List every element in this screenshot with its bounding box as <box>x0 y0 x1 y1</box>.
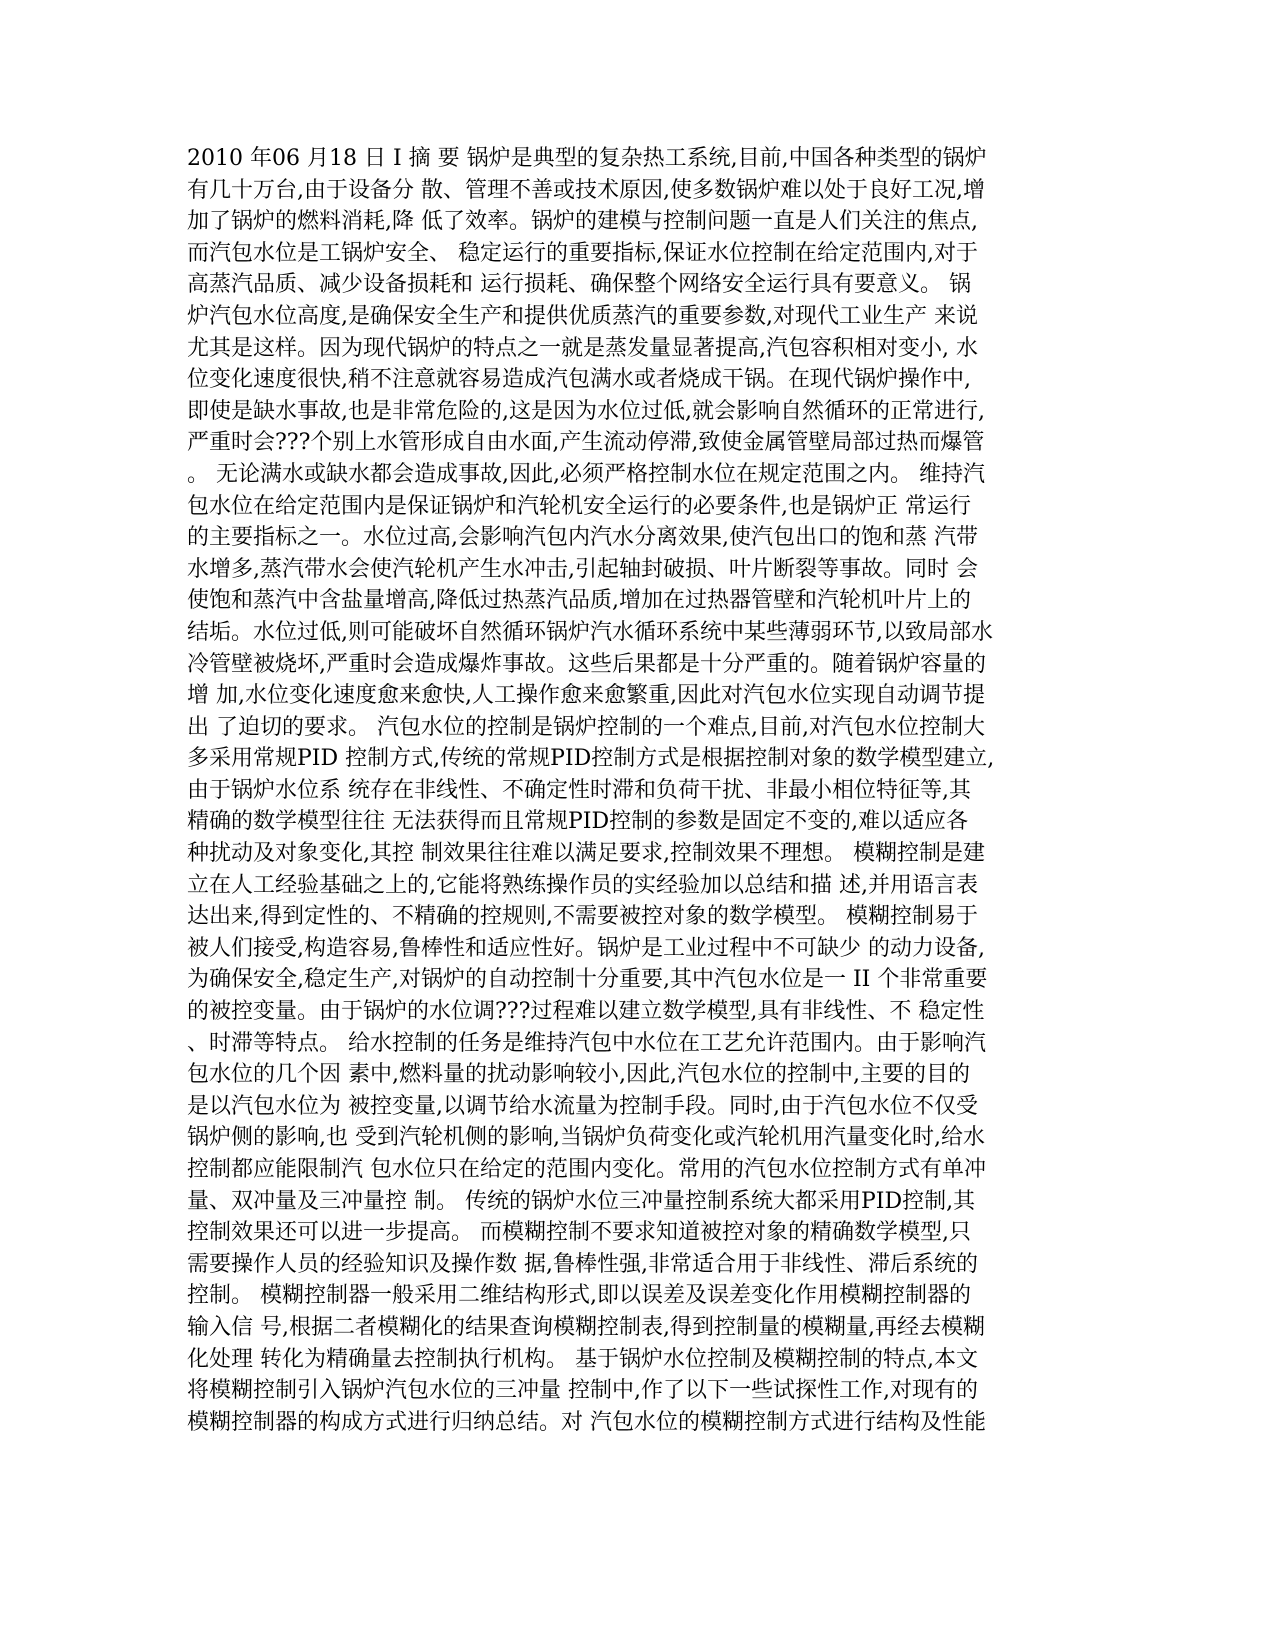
text-line: 量、双冲量及三冲量控 制。 传统的锅炉水位三冲量控制系统大都采用PID控制,其 <box>187 1188 976 1214</box>
text-line: 。 无论满水或缺水都会造成事故,因此,必须严格控制水位在规定范围之内。 维持汽 <box>187 461 985 487</box>
text-line: 位变化速度很快,稍不注意就容易造成汽包满水或者烧成干锅。在现代锅炉操作中, <box>187 367 971 393</box>
text-line: 冷管壁被烧坏,严重时会造成爆炸事故。这些后果都是十分严重的。随着锅炉容量的 <box>187 651 986 677</box>
text-line: 输入信 号,根据二者模糊化的结果查询模糊控制表,得到控制量的模糊量,再经去模糊 <box>187 1314 985 1340</box>
text-line: 出 了迫切的要求。 汽包水位的控制是锅炉控制的一个难点,目前,对汽包水位控制大 <box>187 714 985 740</box>
body-text <box>187 143 1092 1470</box>
text-line: 结垢。水位过低,则可能破坏自然循环锅炉汽水循环系统中某些薄弱环节,以致局部水 <box>187 619 993 645</box>
text-line: 使饱和蒸汽中含盐量增高,降低过热蒸汽品质,增加在过热器管壁和汽轮机叶片上的 <box>187 588 971 614</box>
text-line: 包水位的几个因 素中,燃料量的扰动影响较小,因此,汽包水位的控制中,主要的目的 <box>187 1062 970 1088</box>
text-line: 2010 年06 月18 日 I 摘 要 锅炉是典型的复杂热工系统,目前,中国各种类型的锅炉 <box>187 146 987 171</box>
text-line: 控制都应能限制汽 包水位只在给定的范围内变化。常用的汽包水位控制方式有单冲 <box>187 1157 986 1182</box>
text-line: 而汽包水位是工锅炉安全、 稳定运行的重要指标,保证水位控制在给定范围内,对于 <box>187 240 978 266</box>
text-line: 有几十万台,由于设备分 散、管理不善或技术原因,使多数锅炉难以处于良好工况,增 <box>187 177 985 203</box>
text-line: 控制效果还可以进一步提高。 而模糊控制不要求知道被控对象的精确数学模型,只 <box>187 1220 971 1246</box>
text-line: 尤其是这样。因为现代锅炉的特点之一就是蒸发量显著提高,汽包容积相对变小, 水 <box>187 335 978 361</box>
text-line: 精确的数学模型往往 无法获得而且常规PID控制的参数是固定不变的,难以适应各 <box>187 809 969 835</box>
text-line: 将模糊控制引入锅炉汽包水位的三冲量 控制中,作了以下一些试探性工作,对现有的 <box>187 1378 978 1404</box>
text-line: 化处理 转化为精确量去控制执行机构。 基于锅炉水位控制及模糊控制的特点,本文 <box>187 1346 978 1372</box>
text-line: 控制。 模糊控制器一般采用二维结构形式,即以误差及误差变化作用模糊控制器的 <box>187 1283 971 1309</box>
text-line: 高蒸汽品质、减少设备损耗和 运行损耗、确保整个网络安全运行具有要意义。 锅 <box>187 272 971 298</box>
text-line: 模糊控制器的构成方式进行归纳总结。对 汽包水位的模糊控制方式进行结构及性能 <box>187 1409 986 1435</box>
text-line: 是以汽包水位为 被控变量,以调节给水流量为控制手段。同时,由于汽包水位不仅受 <box>187 1093 978 1119</box>
text-line: 严重时会???个别上水管形成自由水面,产生流动停滞,致使金属管壁局部过热而爆管 <box>187 430 985 456</box>
text-line: 水增多,蒸汽带水会使汽轮机产生水冲击,引起轴封破损、叶片断裂等事故。同时 会 <box>187 556 978 582</box>
text-line: 达出来,得到定性的、不精确的控规则,不需要被控对象的数学模型。 模糊控制易于 <box>187 904 978 930</box>
text-line: 需要操作人员的经验知识及操作数 据,鲁棒性强,非常适合用于非线性、滞后系统的 <box>187 1251 978 1277</box>
text-line <box>187 1438 1092 1470</box>
text-line: 被人们接受,构造容易,鲁棒性和适应性好。锅炉是工业过程中不可缺少 的动力设备, <box>187 935 985 961</box>
text-line: 、时滞等特点。 给水控制的任务是维持汽包中水位在工艺允许范围内。由于影响汽 <box>187 1030 986 1056</box>
text-line: 为确保安全,稳定生产,对锅炉的自动控制十分重要,其中汽包水位是一 II 个非常重要 <box>187 967 988 993</box>
text-line: 增 加,水位变化速度愈来愈快,人工操作愈来愈繁重,因此对汽包水位实现自动调节提 <box>187 683 985 709</box>
text-line: 由于锅炉水位系 统存在非线性、不确定性时滞和负荷干扰、非最小相位特征等,其 <box>187 777 971 803</box>
text-line: 即使是缺水事故,也是非常危险的,这是因为水位过低,就会影响自然循环的正常进行, <box>187 398 985 424</box>
text-line: 种扰动及对象变化,其控 制效果往往难以满足要求,控制效果不理想。 模糊控制是建 <box>187 841 985 867</box>
text-line: 立在人工经验基础之上的,它能将熟练操作员的实经验加以总结和描 述,并用语言表 <box>187 872 978 898</box>
text-line: 的主要指标之一。水位过高,会影响汽包内汽水分离效果,使汽包出口的饱和蒸 汽带 <box>187 525 978 551</box>
text-line: 加了锅炉的燃料消耗,降 低了效率。锅炉的建模与控制问题一直是人们关注的焦点, <box>187 209 978 235</box>
text-line: 包水位在给定范围内是保证锅炉和汽轮机安全运行的必要条件,也是锅炉正 常运行 <box>187 493 971 519</box>
text-line: 的被控变量。由于锅炉的水位调???过程难以建立数学模型,具有非线性、不 稳定性 <box>187 999 985 1025</box>
text-line: 锅炉侧的影响,也 受到汽轮机侧的影响,当锅炉负荷变化或汽轮机用汽量变化时,给水 <box>187 1125 985 1151</box>
text-line: 炉汽包水位高度,是确保安全生产和提供优质蒸汽的重要参数,对现代工业生产 来说 <box>187 303 978 329</box>
text-line: 多采用常规PID 控制方式,传统的常规PID控制方式是根据控制对象的数学模型建立, <box>187 746 995 772</box>
